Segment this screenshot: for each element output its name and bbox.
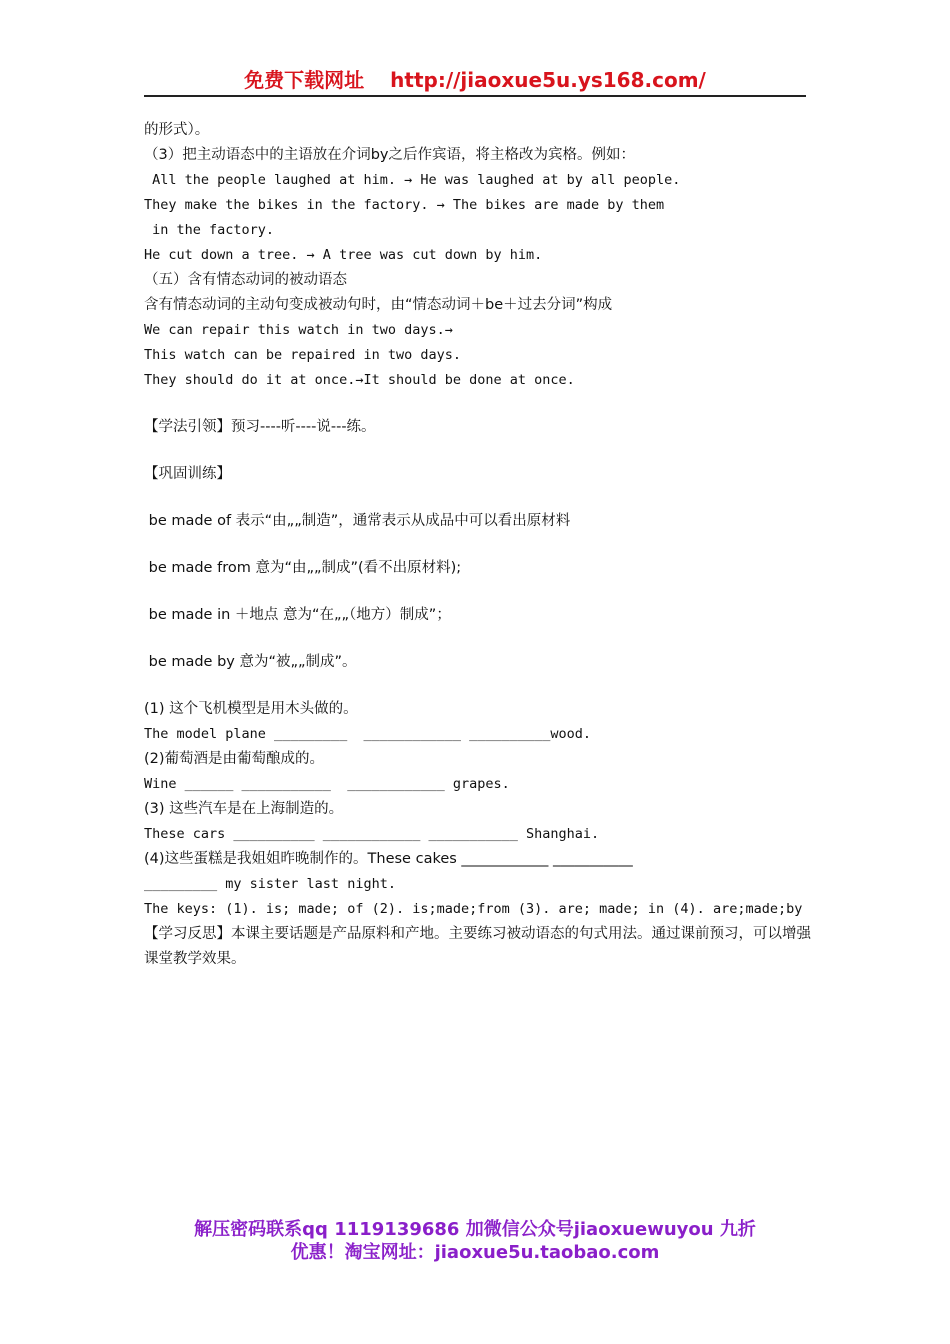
example-sentence: They make the bikes in the factory. → The bikes are made by them: [144, 197, 665, 213]
usage-note: be made of 表示“由„„制造”，通常表示从成品中可以看出原材料: [144, 513, 571, 529]
page-footer: [144, 1218, 806, 1264]
practice-title: 【巩固训练】: [144, 466, 231, 482]
footer-shop: 优惠！淘宝网址：jiaoxue5u.taobao.com: [290, 1242, 660, 1263]
exercise-question: (4)这些蛋糕是我姐姐昨晚制作的。These cakes ____________ ___________: [144, 851, 633, 867]
study-method: 【学法引领】预习----听----说---练。: [144, 419, 376, 435]
text-line: 的形式）。: [144, 122, 210, 138]
header-url[interactable]: http://jiaoxue5u.ys168.com/: [390, 68, 706, 92]
exercise-blank: The model plane _________ ____________ __________wood.: [144, 726, 592, 742]
header-site-name: 免费下载网址: [244, 68, 365, 92]
usage-note: be made in ＋地点 意为“在„„（地方）制成”；: [144, 607, 451, 623]
exercise-question: (1) 这个飞机模型是用木头做的。: [144, 701, 358, 717]
document-body: [144, 118, 814, 972]
exercise-blank: _________ my sister last night.: [144, 876, 396, 892]
example-sentence: They should do it at once.→It should be done at once.: [144, 372, 575, 388]
exercise-blank: These cars __________ ____________ ___________ Shanghai.: [144, 826, 600, 842]
example-sentence: He cut down a tree. → A tree was cut down by him.: [144, 247, 543, 263]
example-sentence: This watch can be repaired in two days.: [144, 347, 461, 363]
page-header: [144, 66, 806, 97]
text-line: （3）把主动语态中的主语放在介词by之后作宾语，将主格改为宾格。例如：: [144, 147, 636, 163]
text-line: 含有情态动词的主动句变成被动句时，由“情态动词＋be＋过去分词”构成: [144, 297, 613, 313]
usage-note: be made from 意为“由„„制成”(看不出原材料);: [144, 560, 462, 576]
footer-contact: 解压密码联系qq 1119139686 加微信公众号jiaoxuewuyou 九折: [194, 1219, 756, 1240]
example-sentence: All the people laughed at him. → He was laughed at by all people.: [144, 172, 681, 188]
usage-note: be made by 意为“被„„制成”。: [144, 654, 357, 670]
example-sentence: in the factory.: [144, 222, 275, 238]
section-heading: （五）含有情态动词的被动语态: [144, 272, 347, 288]
answer-keys: The keys: (1). is; made; of (2). is;made;from (3). are; made; in (4). are;made;by: [144, 901, 803, 917]
exercise-question: (2)葡萄酒是由葡萄酿成的。: [144, 751, 325, 767]
learning-reflection: 【学习反思】本课主要话题是产品原料和产地。主要练习被动语态的句式用法。通过课前预习，可以增强课堂教学效果。: [144, 926, 811, 967]
exercise-blank: Wine ______ ___________ ____________ grapes.: [144, 776, 510, 792]
exercise-question: (3) 这些汽车是在上海制造的。: [144, 801, 344, 817]
example-sentence: We can repair this watch in two days.→: [144, 322, 453, 338]
